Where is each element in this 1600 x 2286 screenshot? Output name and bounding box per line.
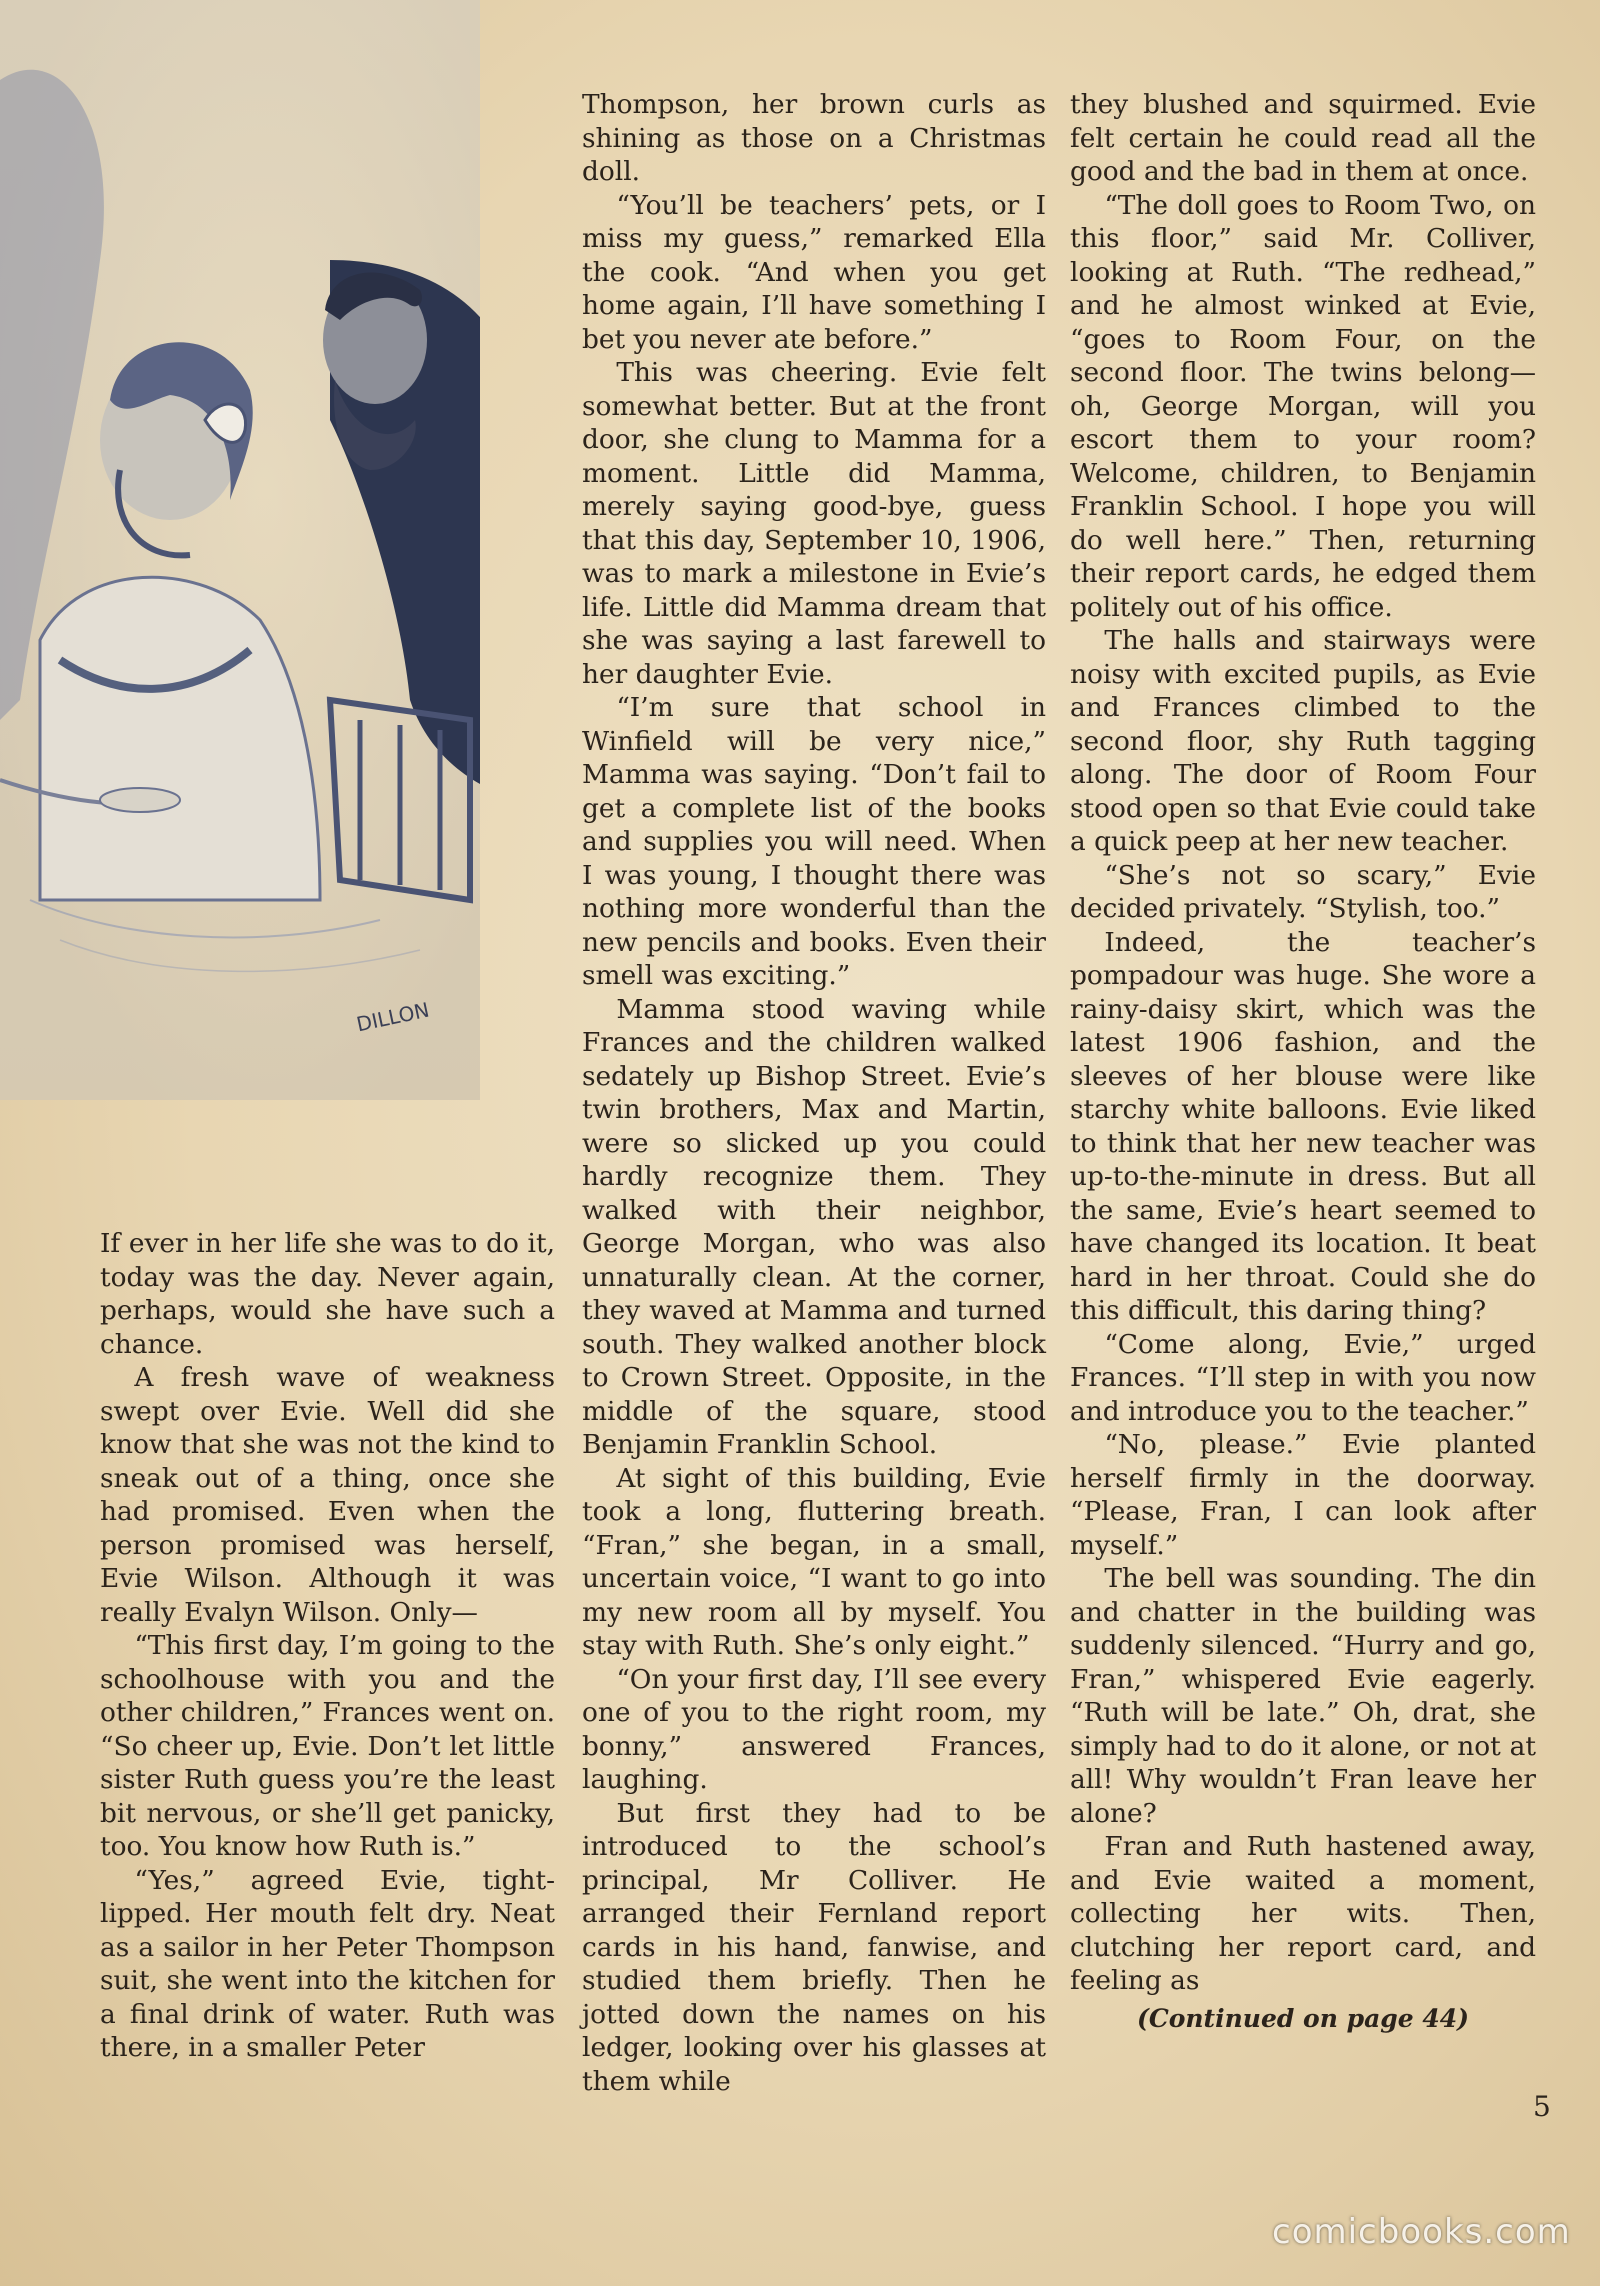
- paragraph: “The doll goes to Room Two, on this floor,” said Mr. Colliver, looking at Ruth. “The redhead,” and he almost winked at Evie, “goes to Room Four, on the second floor. The twins belong—oh, George Morgan, will you escort them to your room? Welcome, children, to Benjamin Franklin School. I hope you will do well here.” Then, returning their report cards, he edged them politely out of his office.: [1070, 189, 1536, 623]
- paragraph: “She’s not so scary,” Evie decided privately. “Stylish, too.”: [1070, 859, 1536, 924]
- paragraph: “No, please.” Evie planted herself firmly in the doorway. “Please, Fran, I can look after myself.”: [1070, 1429, 1536, 1561]
- paragraph: Thompson, her brown curls as shining as those on a Christmas doll.: [582, 89, 1046, 187]
- watermark: comicbooks.com: [1272, 2212, 1571, 2252]
- paragraph: But first they had to be introduced to the school’s principal, Mr Colliver. He arranged their Fernland report cards in his hand, fanwise, and studied them briefly. Then he jotted down the names on his ledger, looking over his glasses at them while: [582, 1797, 1046, 2097]
- paragraph: “On your first day, I’ll see every one of you to the right room, my bonny,” answered Frances, laughing.: [582, 1663, 1046, 1795]
- story-illustration: [0, 0, 480, 1100]
- paragraph: “Yes,” agreed Evie, tight-lipped. Her mouth felt dry. Neat as a sailor in her Peter Thompson suit, she went into the kitchen for a final drink of water. Ruth was there, in a smaller Peter: [100, 1864, 555, 2063]
- paragraph: If ever in her life she was to do it, today was the day. Never again, perhaps, would she have such a chance.: [100, 1228, 555, 1360]
- text-column-left: [100, 1227, 555, 2065]
- paragraph: Indeed, the teacher’s pompadour was huge. She wore a rainy-daisy skirt, which was the latest 1906 fashion, and the sleeves of her blouse were like starchy white balloons. Evie liked to think that her new teacher was up-to-the-minute in dress. But all the same, Evie’s heart seemed to have changed its location. It beat hard in her throat. Could she do this difficult, this daring thing?: [1070, 926, 1536, 1326]
- page-number: 5: [1533, 2090, 1551, 2123]
- paragraph: The halls and stairways were noisy with excited pupils, as Evie and Frances climbed to the second floor, shy Ruth tagging along. The door of Room Four stood open so that Evie could take a quick peep at her new teacher.: [1070, 625, 1536, 857]
- paragraph: they blushed and squirmed. Evie felt certain he could read all the good and the bad in them at once.: [1070, 89, 1536, 187]
- paragraph: Mamma stood waving while Frances and the children walked sedately up Bishop Street. Evie’s twin brothers, Max and Martin, were so slicked up you could hardly recognize them. They walked with their neighbor, George Morgan, who was also unnaturally clean. At the corner, they waved at Mamma and turned south. They walked another block to Crown Street. Opposite, in the middle of the square, stood Benjamin Franklin School.: [582, 993, 1046, 1460]
- text-column-middle: [582, 88, 1046, 2098]
- paragraph: Fran and Ruth hastened away, and Evie waited a moment, collecting her wits. Then, clutching her report card, and feeling as: [1070, 1831, 1536, 1996]
- text-column-right: [1070, 88, 1536, 2035]
- illustration-drawing: [0, 0, 480, 1100]
- paragraph: The bell was sounding. The din and chatter in the building was suddenly silenced. “Hurry and go, Fran,” whispered Evie eagerly. “Ruth will be late.” Oh, drat, she simply had to do it alone, or not at all! Why wouldn’t Fran leave her alone?: [1070, 1563, 1536, 1829]
- paragraph: “This first day, I’m going to the schoolhouse with you and the other children,” Frances went on. “So cheer up, Evie. Don’t let little sister Ruth guess you’re the least bit nervous, or she’ll get panicky, too. You know how Ruth is.”: [100, 1630, 555, 1862]
- paragraph: “You’ll be teachers’ pets, or I miss my guess,” remarked Ella the cook. “And when you get home again, I’ll have something I bet you never ate before.”: [582, 189, 1046, 355]
- paragraph: This was cheering. Evie felt somewhat better. But at the front door, she clung to Mamma for a moment. Little did Mamma, merely saying good-bye, guess that this day, September 10, 1906, was to mark a milestone in Evie’s life. Little did Mamma dream that she was saying a last farewell to her daughter Evie.: [582, 357, 1046, 690]
- artist-signature: DILLON: [354, 997, 432, 1037]
- paragraph: At sight of this building, Evie took a long, fluttering breath. “Fran,” she began, in a small, uncertain voice, “I want to go into my new room all by myself. You stay with Ruth. She’s only eight.”: [582, 1462, 1046, 1661]
- paragraph: A fresh wave of weakness swept over Evie. Well did she know that she was not the kind to sneak out of a thing, once she had promised. Even when the person promised was herself, Evie Wilson. Although it was really Evalyn Wilson. Only—: [100, 1362, 555, 1628]
- paragraph: “Come along, Evie,” urged Frances. “I’ll step in with you now and introduce you to the teacher.”: [1070, 1328, 1536, 1427]
- paragraph: “I’m sure that school in Winfield will be very nice,” Mamma was saying. “Don’t fail to get a complete list of the books and supplies you will need. When I was young, I thought there was nothing more wonderful than the new pencils and books. Even their smell was exciting.”: [582, 692, 1046, 991]
- continued-note: (Continued on page 44): [1136, 2003, 1469, 2033]
